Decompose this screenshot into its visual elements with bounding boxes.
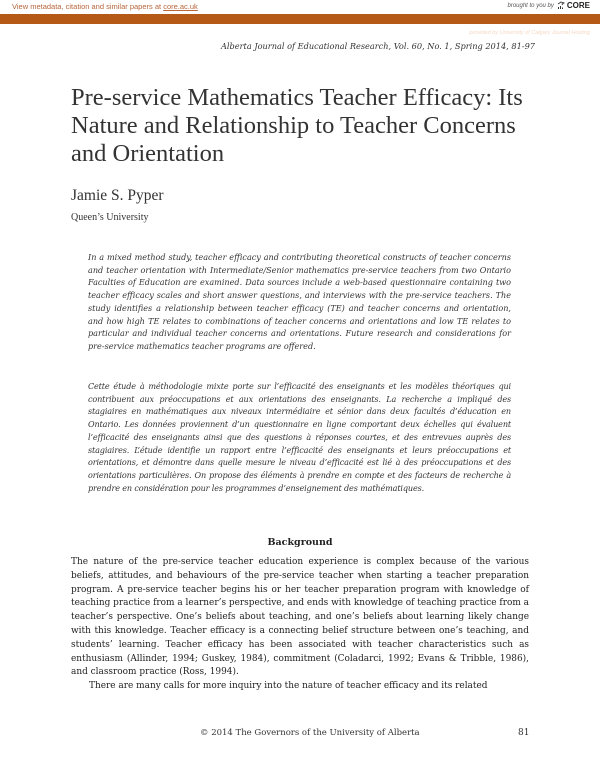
core-logo-icon bbox=[557, 1, 565, 10]
metadata-notice bbox=[12, 2, 198, 11]
brought-to-you-by bbox=[508, 1, 591, 10]
body-text bbox=[71, 556, 529, 694]
section-heading: Background bbox=[267, 537, 333, 548]
author-name: Jamie S. Pyper bbox=[71, 187, 164, 204]
journal-citation: Alberta Journal of Educational Research, Vol. 60, No. 1, Spring 2014, 81-97 bbox=[221, 41, 535, 51]
provided-by-text: provided by University of Calgary Journal Hosting bbox=[469, 29, 590, 36]
paragraph: There are many calls for more inquiry into the nature of teacher efficacy and its related bbox=[89, 681, 488, 692]
provider-bar bbox=[0, 14, 600, 36]
paragraph: The nature of the pre-service teacher education experience is complex because of the various beliefs, attitudes, and behaviours of the pre-service teacher when starting a teacher preparation program. A pre-service teacher begins his or her teacher preparation program with knowledge of teaching practice from a learner’s perspective, and ends with knowledge of teaching practice from a teacher’s perspective. One’s beliefs about teaching, and one’s beliefs about learning likely change with this knowledge. Teacher efficacy is a connecting belief structure between one’s teaching, and students’ learning. Teacher efficacy has been associated with teacher characteristics such as enthusiasm (Allinder, 1994; Guskey, 1984), commitment (Coladarci, 1992; Evans & Tribble, 1986), and classroom practice (Ross, 1994). bbox=[71, 557, 529, 678]
copyright-notice: © 2014 The Governors of the University of Alberta bbox=[200, 728, 420, 738]
core-label: CORE bbox=[566, 1, 590, 10]
author-affiliation: Queen’s University bbox=[71, 212, 149, 223]
core-banner bbox=[0, 0, 600, 14]
abstract-english: In a mixed method study, teacher efficacy and contributing theoretical constructs of teacher concerns and teacher orientation with Intermediate/Senior mathematics pre-service teachers from two Ontario Faculties of Education are examined. Data sources include a web-based questionnaire containing two teacher efficacy scales and short answer questions, and interviews with the pre-service teachers. The study identifies a relationship between teacher efficacy (TE) and teacher concerns and orientation, and how high TE relates to combinations of teacher concerns and orientations and low TE relates to particular and individual teacher concerns and orientations. Future research and considerations for pre-service mathematics teacher programs are offered. bbox=[88, 252, 511, 351]
page-number: 81 bbox=[518, 728, 530, 738]
core-logo[interactable] bbox=[557, 1, 590, 10]
article-title: Pre-service Mathematics Teacher Efficacy: Its Nature and Relationship to Teacher Concerns and Orientation bbox=[71, 84, 523, 167]
metadata-text: View metadata, citation and similar papers at bbox=[12, 2, 164, 11]
brought-by-label: brought to you by bbox=[507, 2, 554, 9]
abstract-french: Cette étude à méthodologie mixte porte sur l’efficacité des enseignants et les modèles théoriques qui contribuent aux préoccupations et aux orientations des enseignants. La recherche a impliqué des stagiaires en mathématiques aux niveaux intermédiaire et sénior dans deux facultés d’éducation en Ontario. Les données proviennent d’un questionnaire en ligne comportant deux échelles qui évaluent l’efficacité des enseignants ainsi que des questions à réponses courtes, et des entrevues auprès des stagiaires. L’étude identifie un rapport entre l’efficacité des enseignants et leurs préoccupations et orientations, et démontre dans quelle mesure le niveau d’efficacité est lié à des préoccupations et des orientations particulières. On propose des éléments à prendre en compte et des facteurs de recherche à prendre en considération pour les programmes d’enseignement des mathématiques. bbox=[88, 381, 511, 493]
core-link[interactable]: core.ac.uk bbox=[163, 2, 198, 11]
